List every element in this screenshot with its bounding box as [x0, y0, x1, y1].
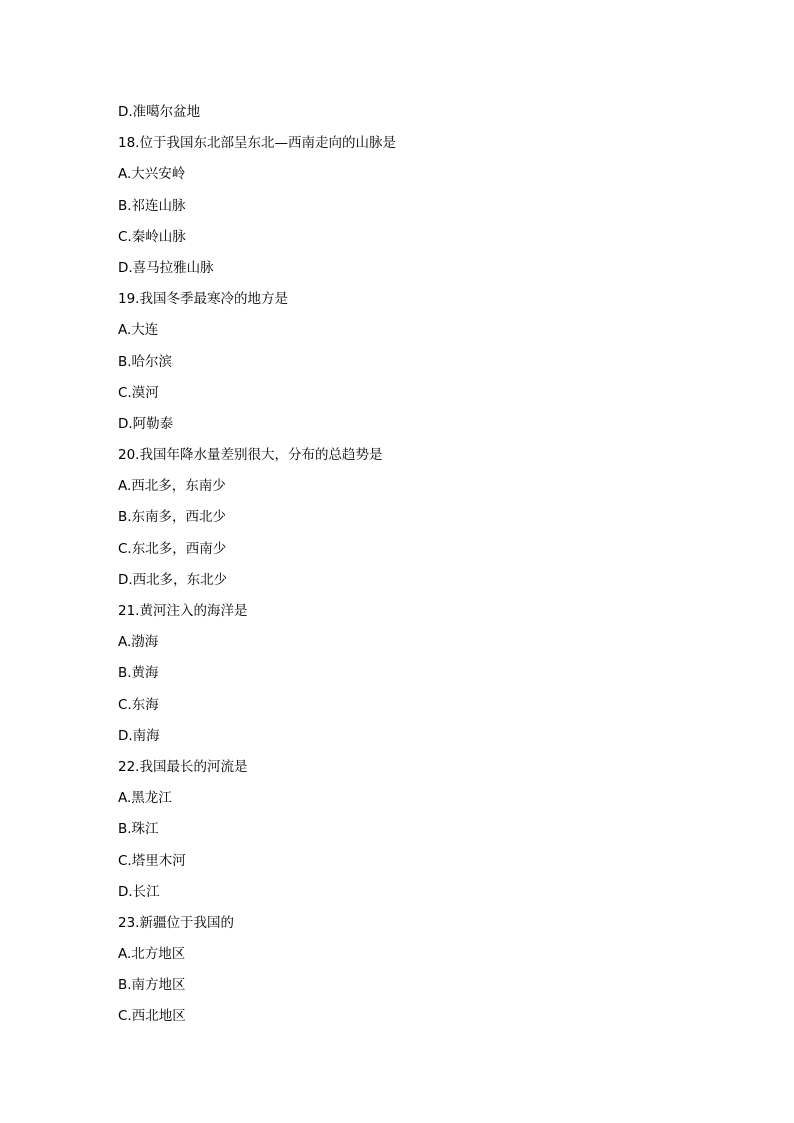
option-a-q18: A.大兴安岭	[118, 166, 186, 183]
option-b-q23: B.南方地区	[118, 977, 186, 994]
option-d-q19: D.阿勒泰	[118, 415, 174, 432]
option-b-q19: B.哈尔滨	[118, 353, 173, 370]
option-c-q18: C.秦岭山脉	[118, 228, 186, 245]
question-19: 19.我国冬季最寒冷的地方是	[118, 291, 288, 308]
option-c-q21: C.东海	[118, 696, 159, 713]
question-20: 20.我国年降水量差别很大，分布的总趋势是	[118, 447, 383, 464]
option-b-q20: B.东南多，西北少	[118, 509, 227, 526]
option-d-q18: D.喜马拉雅山脉	[118, 259, 214, 276]
option-c-q20: C.东北多，西南少	[118, 540, 227, 557]
option-a-q21: A.渤海	[118, 634, 159, 651]
option-c-q22: C.塔里木河	[118, 852, 186, 869]
question-21: 21.黄河注入的海洋是	[118, 603, 248, 619]
option-b-q18: B.祁连山脉	[118, 197, 186, 214]
option-d-q21: D.南海	[118, 727, 160, 744]
option-a-q22: A.黑龙江	[118, 790, 172, 807]
document-page	[118, 102, 718, 1038]
option-d-q17: D.准噶尔盆地	[118, 104, 201, 120]
option-c-q19: C.漠河	[118, 384, 159, 401]
option-d-q22: D.长江	[118, 883, 160, 900]
option-a-q20: A.西北多，东南少	[118, 478, 226, 495]
option-a-q19: A.大连	[118, 322, 159, 339]
option-d-q20: D.西北多，东北少	[118, 571, 228, 588]
question-22: 22.我国最长的河流是	[118, 758, 248, 775]
option-b-q22: B.珠江	[118, 821, 159, 838]
option-b-q21: B.黄海	[118, 665, 159, 682]
option-c-q23: C.西北地区	[118, 1008, 186, 1025]
question-23: 23.新疆位于我国的	[118, 914, 234, 931]
question-18: 18.位于我国东北部呈东北—西南走向的山脉是	[118, 135, 396, 152]
option-a-q23: A.北方地区	[118, 946, 186, 963]
